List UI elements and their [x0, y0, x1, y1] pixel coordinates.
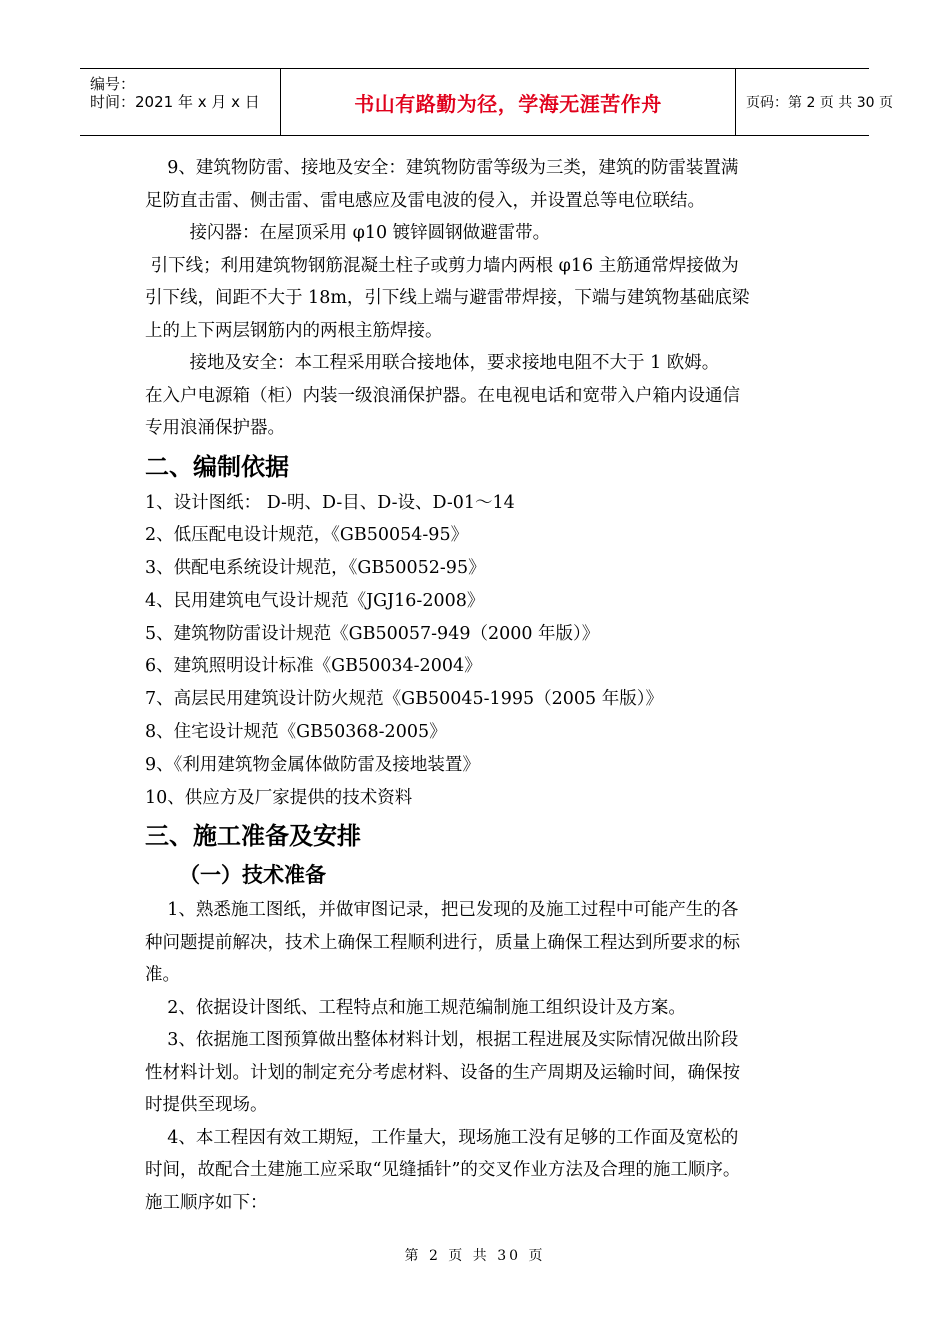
- header-number-label: 编号：: [90, 75, 136, 93]
- header-date-label: 时间：2021 年 x 月 x 日: [90, 93, 260, 111]
- paragraph-line: 4、本工程因有效工期短，工作量大，现场施工没有足够的工作面及宽松的: [145, 1127, 739, 1148]
- list-item: 8、住宅设计规范《GB50368-2005》: [145, 722, 447, 743]
- list-item: 2、低压配电设计规范，《GB50054-95》: [145, 525, 469, 546]
- list-item: 7、高层民用建筑设计防火规范《GB50045-1995（2005 年版）》: [145, 689, 663, 710]
- paragraph-line: 9、建筑物防雷、接地及安全：建筑物防雷等级为三类，建筑的防雷装置满: [145, 158, 739, 178]
- header-motto: 书山有路勤为径，学海无涯苦作舟: [354, 91, 662, 116]
- paragraph-line: 准。: [145, 965, 180, 986]
- paragraph-line: 专用浪涌保护器。: [145, 418, 285, 438]
- header-meta: [80, 69, 280, 135]
- paragraph-line: 接地及安全：本工程采用联合接地体，要求接地电阻不大于 1 欧姆。: [145, 353, 720, 373]
- paragraph-line: 施工顺序如下：: [145, 1192, 268, 1213]
- list-item: 3、供配电系统设计规范，《GB50052-95》: [145, 558, 486, 579]
- paragraph-line: 引下线；利用建筑物钢筋混凝土柱子或剪力墙内两根 φ16 主筋通常焊接做为: [145, 255, 739, 276]
- section-heading-preparation: 三、施工准备及安排: [145, 822, 361, 851]
- subsection-heading-technical: （一）技术准备: [179, 863, 326, 888]
- paragraph-line: 种问题提前解决，技术上确保工程顺利进行，质量上确保工程达到所要求的标: [145, 932, 740, 953]
- paragraph-line: 足防直击雷、侧击雷、雷电感应及雷电波的侵入，并设置总等电位联结。: [145, 190, 705, 211]
- section-heading-basis: 二、编制依据: [145, 452, 289, 481]
- paragraph-line: 2、依据设计图纸、工程特点和施工规范编制施工组织设计及方案。: [145, 997, 686, 1018]
- paragraph-line: 时提供至现场。: [145, 1095, 268, 1116]
- basis-list: [145, 487, 810, 815]
- paragraph-line: 上的上下两层钢筋内的两根主筋焊接。: [145, 320, 443, 341]
- list-item: 5、建筑物防雷设计规范《GB50057-949（2000 年版）》: [145, 623, 600, 644]
- header-motto-cell: [280, 69, 736, 135]
- paragraph-line: 时间，故配合土建施工应采取“见缝插针”的交叉作业方法及合理的施工顺序。: [145, 1160, 741, 1181]
- paragraph-line: 性材料计划。计划的制定充分考虑材料、设备的生产周期及运输时间，确保按: [145, 1062, 740, 1083]
- paragraph-line: 接闪器：在屋顶采用 φ10 镀锌圆钢做避雷带。: [145, 223, 551, 243]
- paragraph-line: 引下线，间距不大于 18m，引下线上端与避雷带焊接，下端与建筑物基础底梁: [145, 288, 750, 308]
- list-item: 1、设计图纸： D-明、D-目、D-设、D-01～14: [145, 492, 515, 513]
- paragraph-line: 1、熟悉施工图纸，并做审图记录，把已发现的及施工过程中可能产生的各: [145, 900, 739, 921]
- page-footer: 第 2 页 共 30 页: [404, 1248, 546, 1264]
- page-header: [80, 68, 893, 136]
- header-page-info: 页码：第 2 页 共 30 页: [746, 95, 893, 111]
- document-body: [145, 152, 810, 1219]
- list-item: 9、《利用建筑物金属体做防雷及接地装置》: [145, 754, 480, 775]
- list-item: 6、建筑照明设计标准《GB50034-2004》: [145, 656, 482, 677]
- list-item: 10、供应方及厂家提供的技术资料: [145, 787, 413, 808]
- paragraph-line: 3、依据施工图预算做出整体材料计划，根据工程进展及实际情况做出阶段: [145, 1030, 739, 1051]
- paragraph-line: 在入户电源箱（柜）内装一级浪涌保护器。在电视电话和宽带入户箱内设通信: [145, 385, 740, 406]
- list-item: 4、民用建筑电气设计规范《JGJ16-2008》: [145, 590, 485, 611]
